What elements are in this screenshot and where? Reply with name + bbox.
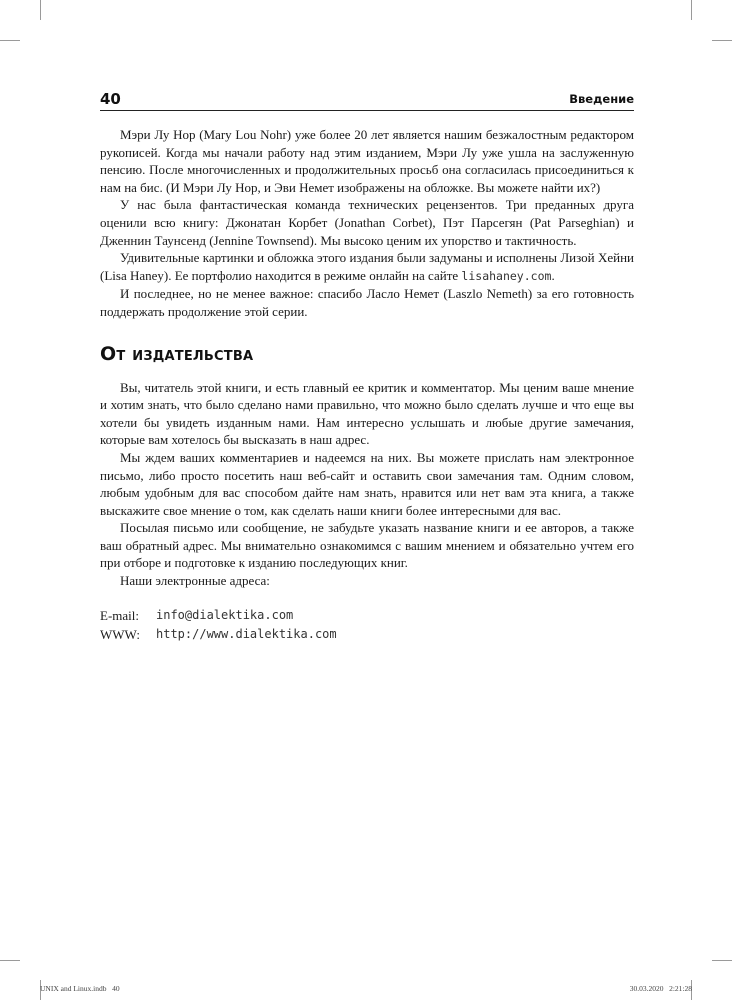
print-file-info: UNIX and Linux.indb 40 [40, 984, 120, 993]
page-header [100, 88, 634, 111]
crop-mark [0, 40, 20, 41]
paragraph-text: Удивительные картинки и обложка этого издания были задуманы и исполнены Лизой Хейни (Lisa Haney). Ее портфолио находится в режиме онлайн на сайте [100, 250, 634, 283]
address-row [100, 625, 634, 644]
address-label: E-mail: [100, 607, 139, 623]
website-link[interactable]: http://www.dialektika.com [156, 626, 337, 641]
address-list [100, 606, 634, 644]
print-timestamp: 30.03.2020 2:21:28 [629, 984, 692, 993]
paragraph-haney [100, 249, 634, 285]
section-paragraph: Посылая письмо или сообщение, не забудьте указать название книги и ее авторов, а также ваш обратный адрес. Мы внимательно ознакомимся с вашим мнением и обязательно учтем его при отборе и подготовке к изданию последующих книг. [100, 520, 634, 571]
section-paragraph: Наши электронные адреса: [120, 573, 270, 589]
paragraph: У нас была фантастическая команда технических рецензентов. Три преданных друга оценили всю книгу: Джонатан Корбет (Jonathan Corbet), Пэт Парсегян (Pat Parseghian) и Дженнин Таунсенд (Jennine Townsend). Мы высоко ценим их упорство и тактичность. [100, 197, 634, 248]
page-body [100, 126, 634, 644]
page-number: 40 [100, 90, 121, 108]
crop-mark [712, 40, 732, 41]
portfolio-link[interactable]: lisahaney.com [461, 268, 552, 283]
address-label: WWW: [100, 626, 140, 642]
section-title: От издательства [100, 342, 254, 365]
address-row [100, 606, 634, 625]
section-paragraph: Вы, читатель этой книги, и есть главный ее критик и комментатор. Мы ценим ваше мнение и хотим знать, что было сделано нами правильно, что можно было сделать лучше и что еще вы хотели бы увидеть изданным нами. Нам интересно услышать и любые другие замечания, которые вам хотелось бы высказать в наш адрес. [100, 379, 634, 448]
paragraph-text: . [551, 267, 555, 283]
crop-mark [0, 960, 20, 961]
paragraph: И последнее, но не менее важное: спасибо Ласло Немет (Laszlo Nemeth) за его готовность поддержать продолжение этой серии. [100, 286, 634, 319]
section-paragraph: Мы ждем ваших комментариев и надеемся на них. Вы можете прислать нам электронное письмо, либо просто посетить наш веб-сайт и оставить свои замечания там. Одним словом, любым удобным для вас способом дайте нам знать, нравится или нет вам эта книга, а также выскажите свое мнение о том, как сделать наши книги более интересными для вас. [100, 449, 634, 518]
crop-mark [712, 960, 732, 961]
crop-mark [691, 0, 692, 20]
email-link[interactable]: info@dialektika.com [156, 607, 294, 622]
paragraph: Мэри Лу Нор (Mary Lou Nohr) уже более 20 лет является нашим безжалостным редактором рукописей. Когда мы начали работу над этим изданием, Мэри Лу уже ушла на заслуженную пенсию. После многочисленных и продолжительных просьб она согласилась присоединиться к нам на бис. (И Мэри Лу Нор, и Эви Немет изображены на обложке. Вы можете найти их?) [100, 127, 634, 195]
crop-mark [40, 0, 41, 20]
running-head: Введение [569, 92, 634, 106]
